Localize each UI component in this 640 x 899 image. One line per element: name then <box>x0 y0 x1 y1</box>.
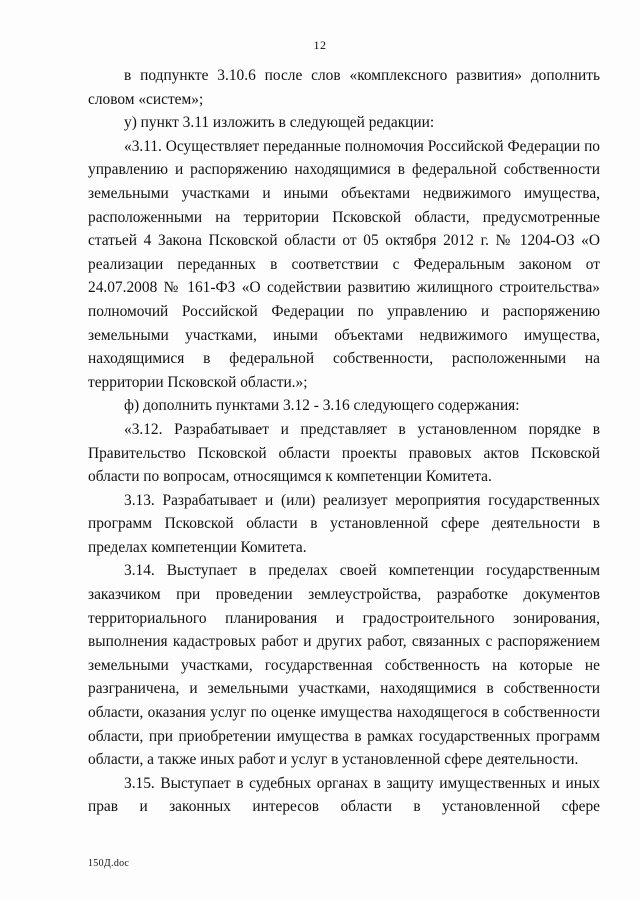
paragraph-clause-3-14: 3.14. Выступает в пределах своей компетенции государственным заказчиком при проведении землеустройства, разработке документов территориального планирования и градостроительного зонирования, выполнения кадастровых работ и других работ, связанных с распоряжением земельными участками, государственная собственность на которые не разграничена, и земельными участками, находящимися в собственности области, оказания услуг по оценке имущества находящегося в собственности области, при приобретении имущества в рамках государственных программ области, а также иных работ и услуг в установленной сфере деятельности. <box>88 562 600 769</box>
document-body <box>88 64 600 819</box>
file-name-footer: 150Д.doc <box>88 858 130 869</box>
paragraph-clause-3-11: «3.11. Осуществляет переданные полномочия Российской Федерации по управлению и распоряжению находящимися в федеральной собственности земельными участками и иными объектами недвижимого имущества, расположенными на территории Псковской области, предусмотренные статьей 4 Закона Псковской области от 05 октября 2012 г. № 1204-ОЗ «О реализации переданных в соответствии с Федеральным законом от 24.07.2008 № 161-ФЗ «О содействии развитию жилищного строительства» полномочий Российской Федерации по управлению и распоряжению земельными участками, иными объектами недвижимого имущества, находящимися в федеральной собственности, расположенными на территории Псковской области.»; <box>88 137 600 391</box>
paragraph-clause-3-12: «3.12. Разрабатывает и представляет в установленном порядке в Правительство Псковской области проекты правовых актов Псковской области по вопросам, относящимся к компетенции Комитета. <box>88 420 600 486</box>
paragraph-clause-3-15: 3.15. Выступает в судебных органах в защиту имущественных и иных прав и законных интересов области в установленной сфере <box>88 774 600 816</box>
paragraph-item-f: ф) дополнить пунктами 3.12 - 3.16 следующего содержания: <box>124 397 520 415</box>
paragraph-subclause-3-10-6: в подпункте 3.10.6 после слов «комплексного развития» дополнить словом «систем»; <box>88 67 600 108</box>
page-number: 12 <box>313 38 327 52</box>
paragraph-clause-3-13: 3.13. Разрабатывает и (или) реализует мероприятия государственных программ Псковской области в установленной сфере деятельности в пределах компетенции Комитета. <box>88 491 600 556</box>
paragraph-item-u: у) пункт 3.11 изложить в следующей редакции: <box>124 114 435 132</box>
